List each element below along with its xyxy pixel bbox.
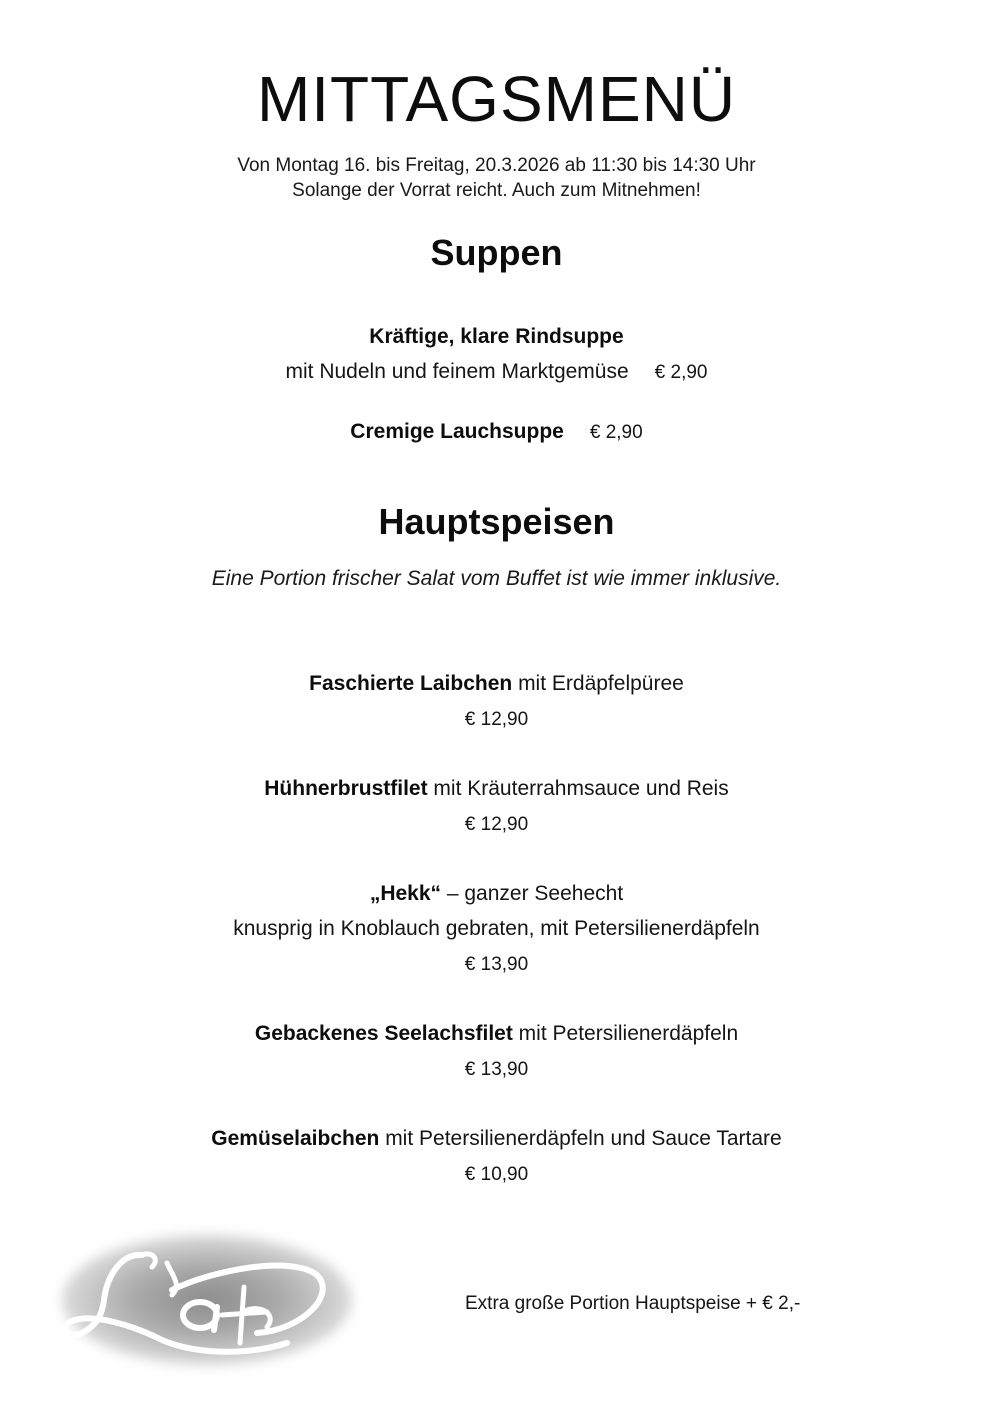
dish-name: Faschierte Laibchen bbox=[309, 672, 513, 695]
soup-item-description bbox=[0, 358, 993, 386]
main-item bbox=[0, 880, 993, 908]
dish-price: € 10,90 bbox=[464, 1164, 529, 1185]
dish-price: € 12,90 bbox=[464, 709, 529, 730]
extra-portion-note: Extra große Portion Hauptspeise + € 2,- bbox=[465, 1293, 801, 1314]
restaurant-logo bbox=[22, 1215, 382, 1385]
dish-name: Gemüselaibchen bbox=[211, 1127, 380, 1150]
dish-description: – ganzer Seehecht bbox=[441, 882, 624, 905]
salad-note: Eine Portion frischer Salat vom Buffet ist wie immer inklusive. bbox=[211, 567, 782, 590]
main-item bbox=[0, 1020, 993, 1048]
soup-name: Kräftige, klare Rindsuppe bbox=[369, 325, 624, 348]
main-item bbox=[0, 1125, 993, 1153]
page-title: MITTAGSMENÜ bbox=[256, 63, 737, 135]
dish-description: mit Petersilienerdäpfeln und Sauce Tartare bbox=[379, 1127, 782, 1150]
dish-description: mit Erdäpfelpüree bbox=[512, 672, 684, 695]
main-item bbox=[0, 670, 993, 698]
dish-price: € 13,90 bbox=[464, 954, 529, 975]
validity-dates: Von Montag 16. bis Freitag, 20.3.2026 ab 11:30 bis 14:30 Uhr bbox=[237, 155, 756, 176]
dish-description: mit Kräuterrahmsauce und Reis bbox=[427, 777, 729, 800]
dish-description: mit Petersilienerdäpfeln bbox=[512, 1022, 739, 1045]
main-item bbox=[0, 775, 993, 803]
restaurant-logo-icon bbox=[22, 1215, 382, 1385]
dish-name: Hühnerbrustfilet bbox=[264, 777, 428, 800]
soup-price: € 2,90 bbox=[654, 362, 708, 383]
dish-name: Gebackenes Seelachsfilet bbox=[254, 1022, 513, 1045]
availability-note: Solange der Vorrat reicht. Auch zum Mitnehmen! bbox=[292, 180, 701, 201]
soup-description: mit Nudeln und feinem Marktgemüse bbox=[285, 360, 629, 383]
soup-price: € 2,90 bbox=[589, 422, 643, 443]
section-heading-soups: Suppen bbox=[430, 232, 563, 273]
soup-item-name bbox=[0, 323, 993, 351]
section-heading-mains: Hauptspeisen bbox=[378, 501, 615, 542]
dish-price: € 13,90 bbox=[464, 1059, 529, 1080]
soup-name: Cremige Lauchsuppe bbox=[350, 420, 564, 443]
dish-description-line2: knusprig in Knoblauch gebraten, mit Petersilienerdäpfeln bbox=[233, 917, 760, 940]
soup-item bbox=[0, 418, 993, 446]
dish-name: „Hekk“ bbox=[369, 882, 442, 905]
dish-price: € 12,90 bbox=[464, 814, 529, 835]
